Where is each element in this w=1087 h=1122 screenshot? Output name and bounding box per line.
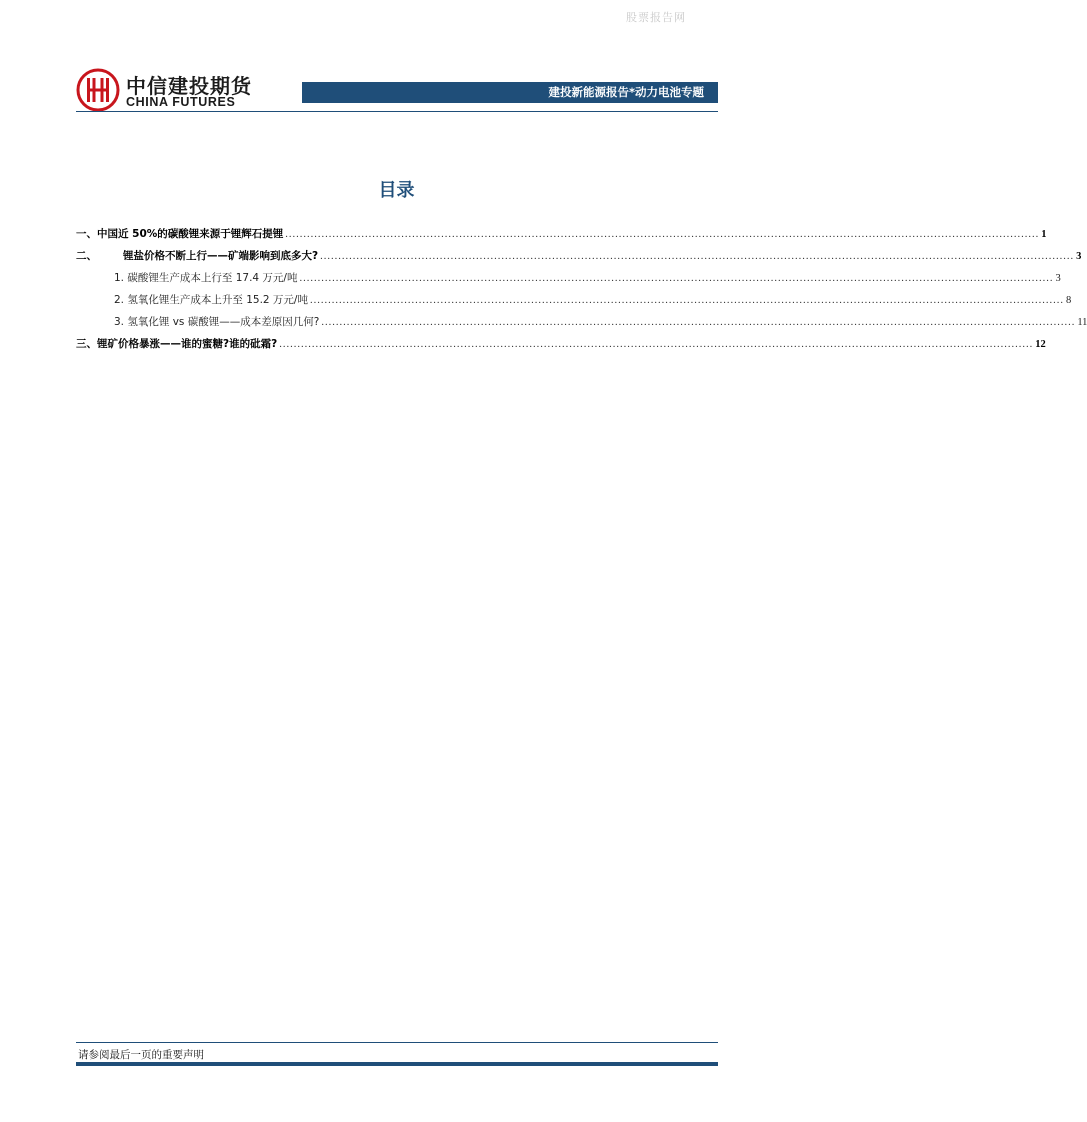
toc-leader-dots: ................................................................................................................................................................................................................ — [309, 295, 1064, 306]
report-series-title: 建投新能源报告*动力电池专题 — [548, 85, 704, 99]
footer-disclaimer: 请参阅最后一页的重要声明 — [78, 1049, 204, 1061]
toc-entry-text: 锂盐价格不断上行——矿端影响到底多大? — [123, 250, 319, 262]
toc-entry-text: 氢氧化锂生产成本上升至 15.2 万元/吨 — [127, 294, 308, 306]
toc-entry-number: 三、 — [76, 338, 97, 350]
toc-entry-number: 一、 — [76, 228, 97, 240]
toc-entry-subsection-2-3[interactable] — [76, 314, 1087, 336]
toc-entry-subsection-2-1[interactable] — [76, 270, 1061, 292]
brand-name-en: CHINA FUTURES — [126, 95, 236, 109]
toc-entry-number: 3. — [114, 316, 125, 328]
toc-page-number: 11 — [1077, 317, 1087, 328]
toc-leader-dots: ................................................................................................................................................................................................................ — [285, 229, 1040, 240]
toc-entry-subsection-2-2[interactable] — [76, 292, 1072, 314]
toc-entry-number: 1. — [114, 272, 125, 284]
toc-entry-number: 二、 — [76, 250, 97, 262]
toc-leader-dots: ................................................................................................................................................................................................................ — [279, 339, 1034, 350]
toc-leader-dots: ................................................................................................................................................................................................................ — [299, 273, 1054, 284]
footer-divider — [76, 1042, 718, 1043]
toc-page-number: 1 — [1041, 229, 1047, 240]
toc-entry-text: 碳酸锂生产成本上行至 17.4 万元/吨 — [127, 272, 298, 284]
toc-title: 目录 — [378, 180, 415, 201]
toc-page-number: 12 — [1035, 339, 1046, 350]
toc-page-number: 8 — [1065, 295, 1072, 306]
brand-name-cn: 中信建投期货 — [126, 74, 252, 98]
toc-entry-section-2[interactable] — [76, 248, 1082, 270]
footer-bar — [76, 1062, 718, 1066]
toc-entry-section-3[interactable] — [76, 336, 1046, 358]
toc-leader-dots: ................................................................................................................................................................................................................ — [320, 251, 1075, 262]
watermark-text: 股票报告网 — [626, 11, 686, 24]
toc-entry-number: 2. — [114, 294, 125, 306]
header-divider — [76, 111, 718, 112]
china-futures-logo-icon — [76, 68, 120, 112]
toc-page-number: 3 — [1055, 273, 1061, 284]
toc-leader-dots: ................................................................................................................................................................................................................ — [321, 317, 1076, 328]
toc-entry-text: 锂矿价格暴涨——谁的蜜糖?谁的砒霜? — [97, 338, 278, 350]
table-of-contents — [76, 226, 1087, 358]
toc-entry-text: 氢氧化锂 vs 碳酸锂——成本差原因几何? — [127, 316, 320, 328]
report-series-banner — [302, 82, 718, 103]
toc-entry-text: 中国近 50%的碳酸锂来源于锂辉石提锂 — [97, 228, 284, 240]
toc-entry-section-1[interactable] — [76, 226, 1047, 248]
toc-page-number: 3 — [1076, 251, 1082, 262]
